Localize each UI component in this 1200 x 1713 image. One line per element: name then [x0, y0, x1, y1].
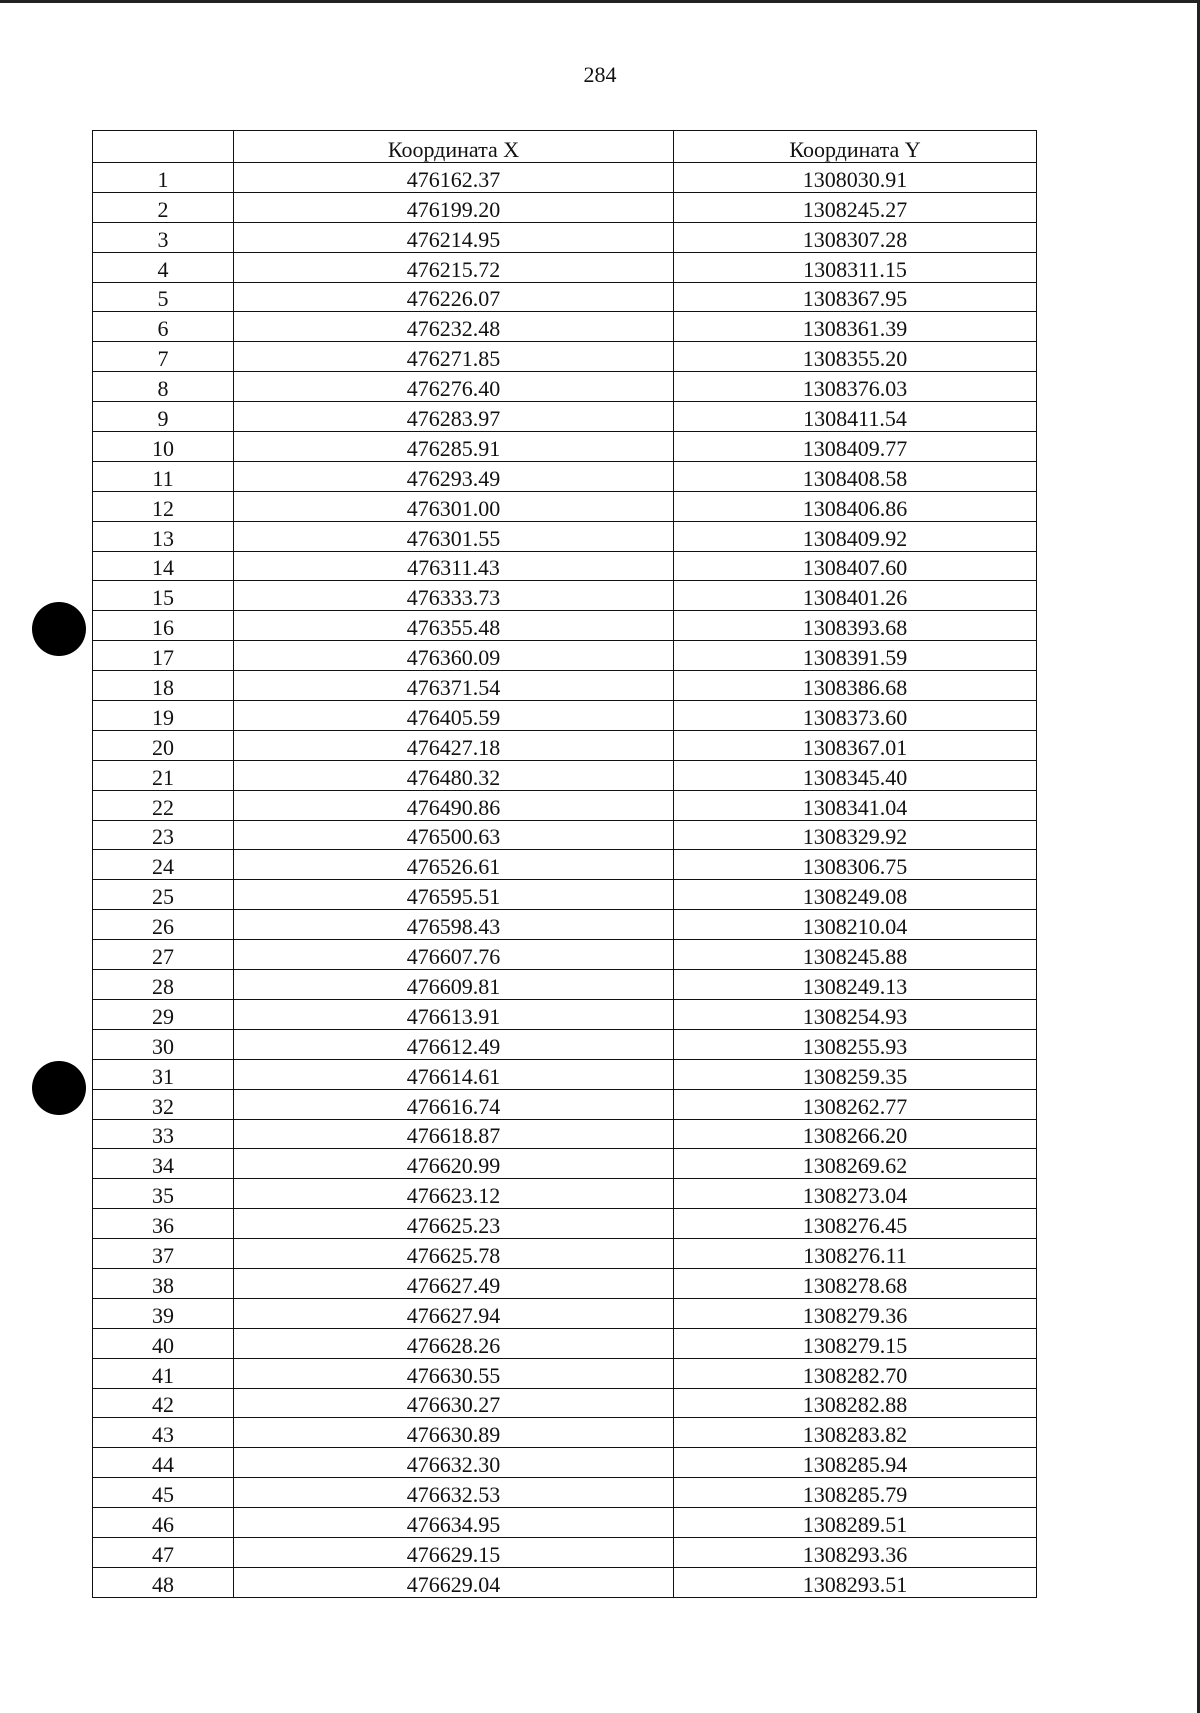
table-header-row [93, 131, 1037, 163]
row-index-cell: 19 [93, 701, 234, 731]
coordinate-x-cell: 476609.81 [234, 970, 674, 1000]
row-index-cell: 45 [93, 1478, 234, 1508]
row-index-cell: 33 [93, 1119, 234, 1149]
coordinate-x-cell: 476199.20 [234, 192, 674, 222]
table-row [93, 1537, 1037, 1567]
table-row [93, 1029, 1037, 1059]
coordinate-x-cell: 476630.89 [234, 1418, 674, 1448]
coordinate-y-cell: 1308285.79 [674, 1478, 1037, 1508]
row-index-cell: 25 [93, 880, 234, 910]
row-index-cell: 41 [93, 1358, 234, 1388]
row-index-cell: 14 [93, 551, 234, 581]
header-index [93, 131, 234, 163]
table-row [93, 252, 1037, 282]
row-index-cell: 24 [93, 850, 234, 880]
row-index-cell: 43 [93, 1418, 234, 1448]
table-row [93, 1298, 1037, 1328]
coordinate-x-cell: 476371.54 [234, 671, 674, 701]
coordinate-y-cell: 1308259.35 [674, 1059, 1037, 1089]
coordinate-x-cell: 476333.73 [234, 581, 674, 611]
coordinate-x-cell: 476526.61 [234, 850, 674, 880]
coordinate-y-cell: 1308276.11 [674, 1239, 1037, 1269]
coordinate-x-cell: 476490.86 [234, 790, 674, 820]
table-row [93, 1418, 1037, 1448]
row-index-cell: 48 [93, 1567, 234, 1597]
table-row [93, 551, 1037, 581]
table-row [93, 372, 1037, 402]
row-index-cell: 26 [93, 910, 234, 940]
coordinate-x-cell: 476625.23 [234, 1209, 674, 1239]
table-row [93, 1328, 1037, 1358]
table-row [93, 970, 1037, 1000]
coordinate-y-cell: 1308307.28 [674, 222, 1037, 252]
row-index-cell: 27 [93, 940, 234, 970]
coordinate-x-cell: 476634.95 [234, 1508, 674, 1538]
coordinate-x-cell: 476614.61 [234, 1059, 674, 1089]
coordinate-y-cell: 1308306.75 [674, 850, 1037, 880]
row-index-cell: 46 [93, 1508, 234, 1538]
table-row [93, 1209, 1037, 1239]
row-index-cell: 44 [93, 1448, 234, 1478]
coordinate-x-cell: 476311.43 [234, 551, 674, 581]
row-index-cell: 15 [93, 581, 234, 611]
coordinate-x-cell: 476629.15 [234, 1537, 674, 1567]
coordinate-y-cell: 1308245.88 [674, 940, 1037, 970]
row-index-cell: 32 [93, 1089, 234, 1119]
coordinate-y-cell: 1308278.68 [674, 1268, 1037, 1298]
coordinate-x-cell: 476215.72 [234, 252, 674, 282]
row-index-cell: 8 [93, 372, 234, 402]
table-row [93, 1179, 1037, 1209]
coordinate-x-cell: 476627.94 [234, 1298, 674, 1328]
coordinate-x-cell: 476276.40 [234, 372, 674, 402]
coordinate-x-cell: 476214.95 [234, 222, 674, 252]
coordinate-y-cell: 1308345.40 [674, 760, 1037, 790]
coordinate-x-cell: 476628.26 [234, 1328, 674, 1358]
coordinate-x-cell: 476271.85 [234, 342, 674, 372]
coordinate-y-cell: 1308311.15 [674, 252, 1037, 282]
coordinate-y-cell: 1308273.04 [674, 1179, 1037, 1209]
coordinate-y-cell: 1308249.13 [674, 970, 1037, 1000]
table-row [93, 1239, 1037, 1269]
table-row [93, 461, 1037, 491]
row-index-cell: 20 [93, 730, 234, 760]
coordinate-x-cell: 476625.78 [234, 1239, 674, 1269]
coordinate-y-cell: 1308254.93 [674, 999, 1037, 1029]
coordinate-y-cell: 1308361.39 [674, 312, 1037, 342]
header-x: Координата X [234, 131, 674, 163]
coordinate-x-cell: 476301.00 [234, 491, 674, 521]
table-row [93, 282, 1037, 312]
table-row [93, 222, 1037, 252]
coordinate-y-cell: 1308386.68 [674, 671, 1037, 701]
table-row [93, 1119, 1037, 1149]
coordinate-x-cell: 476427.18 [234, 730, 674, 760]
coordinate-y-cell: 1308283.82 [674, 1418, 1037, 1448]
coordinate-y-cell: 1308293.36 [674, 1537, 1037, 1567]
row-index-cell: 39 [93, 1298, 234, 1328]
coordinate-y-cell: 1308293.51 [674, 1567, 1037, 1597]
row-index-cell: 12 [93, 491, 234, 521]
coordinate-x-cell: 476355.48 [234, 611, 674, 641]
table-row [93, 940, 1037, 970]
table-row [93, 760, 1037, 790]
coordinate-y-cell: 1308411.54 [674, 402, 1037, 432]
coordinate-x-cell: 476598.43 [234, 910, 674, 940]
table-row [93, 1059, 1037, 1089]
coordinate-y-cell: 1308373.60 [674, 701, 1037, 731]
row-index-cell: 11 [93, 461, 234, 491]
coordinate-y-cell: 1308391.59 [674, 641, 1037, 671]
coordinate-x-cell: 476629.04 [234, 1567, 674, 1597]
coordinate-y-cell: 1308406.86 [674, 491, 1037, 521]
row-index-cell: 18 [93, 671, 234, 701]
row-index-cell: 16 [93, 611, 234, 641]
table-row [93, 641, 1037, 671]
table-row [93, 1478, 1037, 1508]
coordinate-y-cell: 1308355.20 [674, 342, 1037, 372]
coordinate-x-cell: 476632.53 [234, 1478, 674, 1508]
coordinate-y-cell: 1308282.88 [674, 1388, 1037, 1418]
row-index-cell: 2 [93, 192, 234, 222]
coordinate-x-cell: 476232.48 [234, 312, 674, 342]
table-row [93, 1268, 1037, 1298]
table-row [93, 1388, 1037, 1418]
header-y: Координата Y [674, 131, 1037, 163]
coordinate-y-cell: 1308376.03 [674, 372, 1037, 402]
table-row [93, 491, 1037, 521]
coordinate-y-cell: 1308341.04 [674, 790, 1037, 820]
coordinate-y-cell: 1308249.08 [674, 880, 1037, 910]
row-index-cell: 47 [93, 1537, 234, 1567]
coordinate-x-cell: 476630.55 [234, 1358, 674, 1388]
table-row [93, 1567, 1037, 1597]
coordinate-x-cell: 476627.49 [234, 1268, 674, 1298]
coordinate-y-cell: 1308401.26 [674, 581, 1037, 611]
coordinate-y-cell: 1308285.94 [674, 1448, 1037, 1478]
coordinate-x-cell: 476618.87 [234, 1119, 674, 1149]
coordinate-y-cell: 1308367.95 [674, 282, 1037, 312]
coordinate-y-cell: 1308279.36 [674, 1298, 1037, 1328]
table-row [93, 1358, 1037, 1388]
coordinate-x-cell: 476613.91 [234, 999, 674, 1029]
coordinate-x-cell: 476405.59 [234, 701, 674, 731]
page-number: 284 [583, 62, 617, 87]
row-index-cell: 36 [93, 1209, 234, 1239]
coordinate-y-cell: 1308245.27 [674, 192, 1037, 222]
table-row [93, 910, 1037, 940]
coordinate-y-cell: 1308269.62 [674, 1149, 1037, 1179]
coordinate-y-cell: 1308407.60 [674, 551, 1037, 581]
coordinate-y-cell: 1308409.92 [674, 521, 1037, 551]
row-index-cell: 6 [93, 312, 234, 342]
punch-hole [32, 1061, 86, 1115]
coordinate-x-cell: 476500.63 [234, 820, 674, 850]
row-index-cell: 4 [93, 252, 234, 282]
coordinate-y-cell: 1308409.77 [674, 432, 1037, 462]
coordinate-y-cell: 1308393.68 [674, 611, 1037, 641]
coordinate-y-cell: 1308030.91 [674, 163, 1037, 193]
row-index-cell: 17 [93, 641, 234, 671]
coordinate-x-cell: 476301.55 [234, 521, 674, 551]
coordinate-x-cell: 476623.12 [234, 1179, 674, 1209]
row-index-cell: 22 [93, 790, 234, 820]
coordinate-y-cell: 1308276.45 [674, 1209, 1037, 1239]
table-row [93, 730, 1037, 760]
coordinate-x-cell: 476612.49 [234, 1029, 674, 1059]
coordinate-y-cell: 1308210.04 [674, 910, 1037, 940]
coordinate-y-cell: 1308367.01 [674, 730, 1037, 760]
table-row [93, 611, 1037, 641]
row-index-cell: 1 [93, 163, 234, 193]
table-row [93, 820, 1037, 850]
coordinate-y-cell: 1308266.20 [674, 1119, 1037, 1149]
coordinate-y-cell: 1308408.58 [674, 461, 1037, 491]
row-index-cell: 35 [93, 1179, 234, 1209]
row-index-cell: 13 [93, 521, 234, 551]
row-index-cell: 23 [93, 820, 234, 850]
table-row [93, 521, 1037, 551]
punch-hole [32, 602, 86, 656]
table-row [93, 671, 1037, 701]
coordinate-x-cell: 476620.99 [234, 1149, 674, 1179]
table-row [93, 1089, 1037, 1119]
coordinate-y-cell: 1308279.15 [674, 1328, 1037, 1358]
table-row [93, 1508, 1037, 1538]
coordinate-y-cell: 1308282.70 [674, 1358, 1037, 1388]
coordinate-x-cell: 476162.37 [234, 163, 674, 193]
row-index-cell: 29 [93, 999, 234, 1029]
table-row [93, 402, 1037, 432]
row-index-cell: 3 [93, 222, 234, 252]
row-index-cell: 38 [93, 1268, 234, 1298]
coordinate-x-cell: 476285.91 [234, 432, 674, 462]
coordinate-x-cell: 476360.09 [234, 641, 674, 671]
row-index-cell: 5 [93, 282, 234, 312]
coordinate-x-cell: 476283.97 [234, 402, 674, 432]
table-row [93, 342, 1037, 372]
table-row [93, 790, 1037, 820]
coordinate-y-cell: 1308329.92 [674, 820, 1037, 850]
table-row [93, 1149, 1037, 1179]
table-row [93, 312, 1037, 342]
coordinate-x-cell: 476226.07 [234, 282, 674, 312]
table-row [93, 880, 1037, 910]
coordinate-x-cell: 476293.49 [234, 461, 674, 491]
table-row [93, 701, 1037, 731]
row-index-cell: 37 [93, 1239, 234, 1269]
coordinates-table [92, 130, 1037, 1598]
table-row [93, 163, 1037, 193]
coordinate-x-cell: 476607.76 [234, 940, 674, 970]
row-index-cell: 34 [93, 1149, 234, 1179]
row-index-cell: 7 [93, 342, 234, 372]
row-index-cell: 10 [93, 432, 234, 462]
coordinate-x-cell: 476632.30 [234, 1448, 674, 1478]
coordinate-y-cell: 1308262.77 [674, 1089, 1037, 1119]
row-index-cell: 40 [93, 1328, 234, 1358]
coordinate-y-cell: 1308255.93 [674, 1029, 1037, 1059]
row-index-cell: 21 [93, 760, 234, 790]
table-row [93, 999, 1037, 1029]
coordinate-x-cell: 476480.32 [234, 760, 674, 790]
coordinate-y-cell: 1308289.51 [674, 1508, 1037, 1538]
row-index-cell: 30 [93, 1029, 234, 1059]
table-row [93, 432, 1037, 462]
row-index-cell: 9 [93, 402, 234, 432]
row-index-cell: 42 [93, 1388, 234, 1418]
table-row [93, 581, 1037, 611]
table-row [93, 850, 1037, 880]
table-row [93, 1448, 1037, 1478]
coordinate-x-cell: 476616.74 [234, 1089, 674, 1119]
table-row [93, 192, 1037, 222]
row-index-cell: 28 [93, 970, 234, 1000]
coordinate-x-cell: 476595.51 [234, 880, 674, 910]
coordinate-x-cell: 476630.27 [234, 1388, 674, 1418]
row-index-cell: 31 [93, 1059, 234, 1089]
